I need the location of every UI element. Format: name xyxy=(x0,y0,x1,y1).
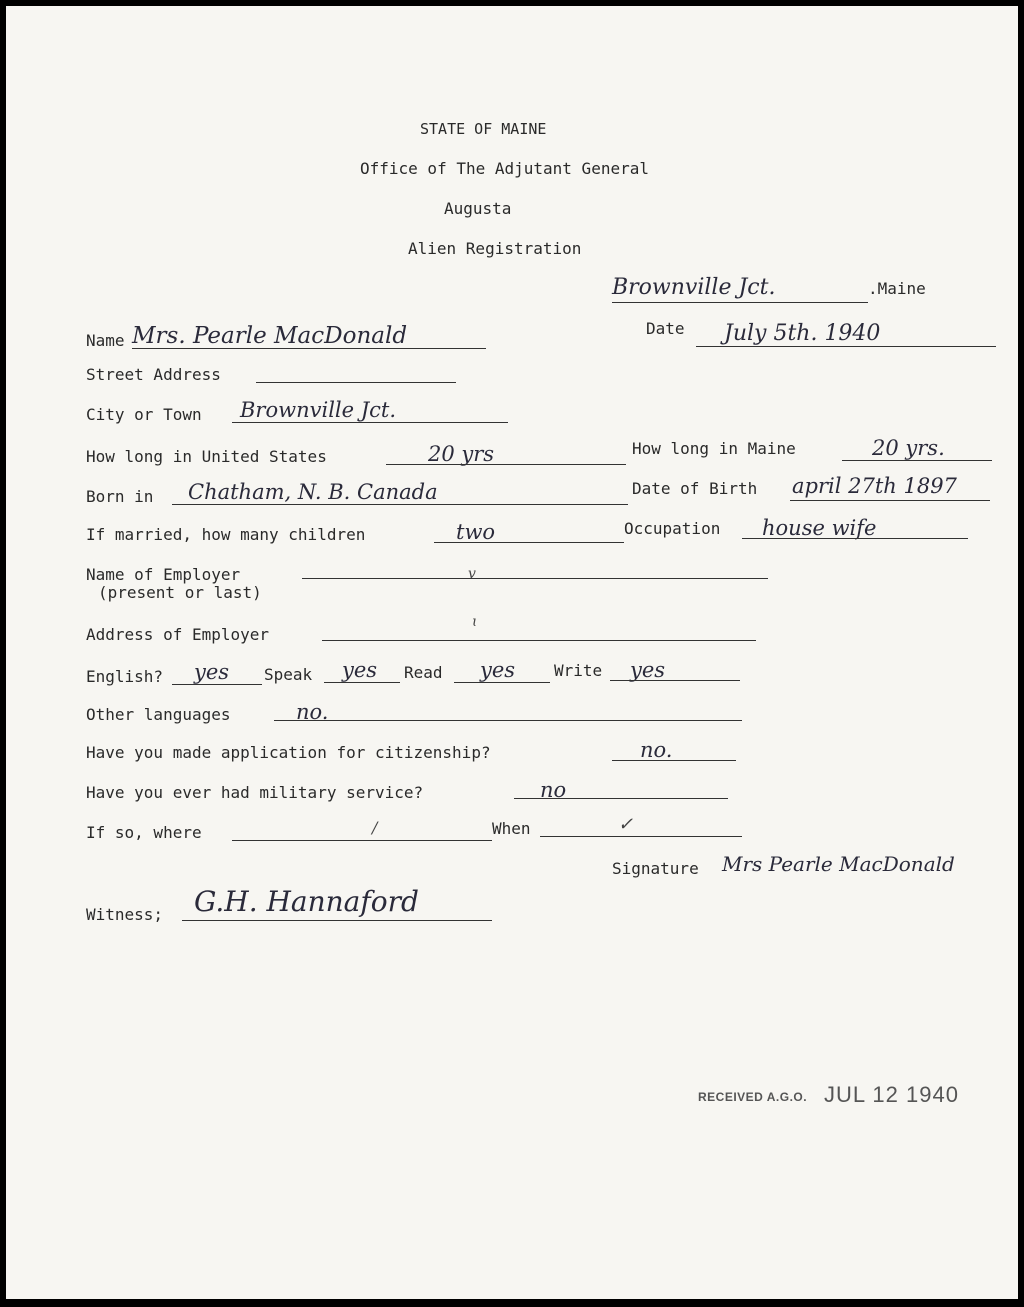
speak-value: yes xyxy=(342,658,378,682)
where-tick: / xyxy=(372,818,378,837)
birth-date-value: april 27th 1897 xyxy=(792,474,957,498)
us-duration-value: 20 yrs xyxy=(428,442,495,466)
born-line xyxy=(172,504,628,505)
state-heading: STATE OF MAINE xyxy=(420,120,547,138)
read-label: Read xyxy=(404,663,443,682)
city-heading: Augusta xyxy=(444,199,512,218)
english-line xyxy=(172,684,262,685)
birth-date-label: Date of Birth xyxy=(632,479,758,498)
signature-value: Mrs Pearle MacDonald xyxy=(722,852,955,876)
born-value: Chatham, N. B. Canada xyxy=(188,480,438,504)
when-line xyxy=(540,836,742,837)
occupation-label: Occupation xyxy=(624,519,721,538)
when-label: When xyxy=(492,819,531,838)
employer-address-tick: ɩ xyxy=(472,614,478,630)
maine-duration-label: How long in Maine xyxy=(632,439,796,458)
maine-duration-value: 20 yrs. xyxy=(872,436,945,460)
english-value: yes xyxy=(194,660,230,684)
write-line xyxy=(610,680,740,681)
us-duration-label: How long in United States xyxy=(86,447,327,466)
write-value: yes xyxy=(630,658,666,682)
english-label: English? xyxy=(86,667,164,686)
received-stamp-date: JUL 12 1940 xyxy=(824,1082,959,1107)
where-line xyxy=(232,840,492,841)
place-state: .Maine xyxy=(868,279,926,298)
received-stamp-label: RECEIVED A.G.O. xyxy=(698,1090,808,1104)
other-languages-line xyxy=(274,720,742,721)
when-tick: ✓ xyxy=(618,814,634,835)
name-value: Mrs. Pearle MacDonald xyxy=(132,323,408,349)
city-label: City or Town xyxy=(86,405,202,424)
children-label: If married, how many children xyxy=(86,525,366,544)
maine-duration-line xyxy=(842,460,992,461)
children-value: two xyxy=(456,520,496,544)
us-duration-line xyxy=(386,464,626,465)
city-line xyxy=(232,422,508,423)
date-label: Date xyxy=(646,319,685,338)
citizenship-label: Have you made application for citizenship? xyxy=(86,743,491,762)
witness-value: G.H. Hannaford xyxy=(194,885,419,918)
date-line xyxy=(696,346,996,347)
witness-label: Witness; xyxy=(86,905,164,924)
city-value: Brownville Jct. xyxy=(240,398,397,422)
birth-date-line xyxy=(790,500,990,501)
employer-address-label: Address of Employer xyxy=(86,625,270,644)
occupation-value: house wife xyxy=(762,516,877,540)
occupation-line xyxy=(742,538,968,539)
born-label: Born in xyxy=(86,487,154,506)
speak-label: Speak xyxy=(264,665,313,684)
date-value: July 5th. 1940 xyxy=(724,321,881,346)
employer-tick: v xyxy=(468,566,476,582)
employer-address-line xyxy=(322,640,756,641)
military-line xyxy=(514,798,728,799)
where-label: If so, where xyxy=(86,823,202,842)
read-value: yes xyxy=(480,658,516,682)
other-languages-label: Other languages xyxy=(86,705,231,724)
employer-line xyxy=(302,578,768,579)
citizenship-line xyxy=(612,760,736,761)
signature-label: Signature xyxy=(612,859,699,878)
employer-sublabel: (present or last) xyxy=(98,583,262,602)
witness-line xyxy=(182,920,492,921)
place-town: Brownville Jct. xyxy=(612,275,776,300)
write-label: Write xyxy=(554,661,603,680)
children-line xyxy=(434,542,624,543)
place-line xyxy=(612,302,868,303)
name-line xyxy=(132,348,486,349)
form-title: Alien Registration xyxy=(408,239,582,258)
name-label: Name xyxy=(86,331,125,350)
registration-form xyxy=(6,6,1018,1299)
read-line xyxy=(454,682,550,683)
military-value: no xyxy=(540,778,567,802)
street-label: Street Address xyxy=(86,365,221,384)
citizenship-value: no. xyxy=(640,738,673,762)
employer-label: Name of Employer xyxy=(86,565,241,584)
office-heading: Office of The Adjutant General xyxy=(360,159,649,178)
speak-line xyxy=(324,682,400,683)
other-languages-value: no. xyxy=(296,700,329,724)
military-label: Have you ever had military service? xyxy=(86,783,424,802)
street-line xyxy=(256,382,456,383)
